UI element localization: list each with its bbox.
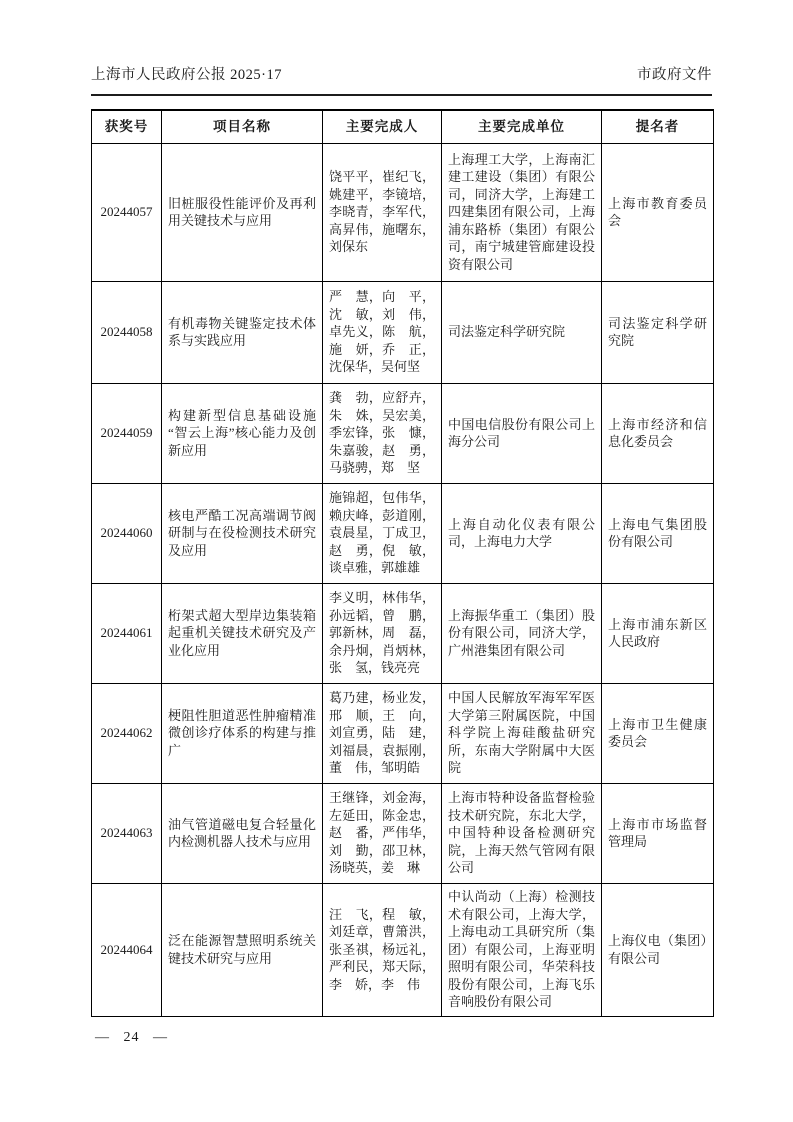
col-header-award-no: 获奖号 [92, 110, 162, 143]
units-cell: 中认尚动（上海）检测技术有限公司，上海大学，上海电动工具研究所（集团）有限公司，上海亚明照明有限公司，华荣科技股份有限公司，上海飞乐音响股份有限公司 [442, 883, 602, 1016]
table-row [92, 281, 714, 383]
nominator-cell: 上海仪电（集团）有限公司 [602, 883, 714, 1016]
award-number-cell: 20244059 [92, 383, 162, 483]
award-number-cell: 20244061 [92, 583, 162, 683]
gazette-title: 上海市人民政府公报 2025·17 [91, 67, 282, 83]
project-name-cell: 泛在能源智慧照明系统关键技术研究与应用 [162, 883, 323, 1016]
table-header-row [92, 110, 714, 143]
col-header-people: 主要完成人 [323, 110, 442, 143]
project-name-cell: 梗阻性胆道恶性肿瘤精准微创诊疗体系的构建与推广 [162, 683, 323, 783]
header-rule [91, 94, 712, 96]
nominator-cell: 上海电气集团股份有限公司 [602, 483, 714, 583]
nominator-cell: 上海市经济和信息化委员会 [602, 383, 714, 483]
page-footer [95, 1030, 793, 1046]
completers-cell: 严 慧，向 平，沈 敏，刘 伟，卓先义，陈 航，施 妍，乔 正，沈保华，吴何坚 [323, 281, 442, 383]
table-row [92, 483, 714, 583]
project-name-cell: 旧桩服役性能评价及再利用关键技术与应用 [162, 143, 323, 281]
table-row [92, 143, 714, 281]
col-header-project: 项目名称 [162, 110, 323, 143]
award-number-cell: 20244063 [92, 783, 162, 883]
units-cell: 上海振华重工（集团）股份有限公司，同济大学，广州港集团有限公司 [442, 583, 602, 683]
completers-cell: 李义明，林伟华，孙远韬，曾 鹏，郭新林，周 磊，余丹炯，肖炳林，张 氢，钱亮亮 [323, 583, 442, 683]
project-name-cell: 油气管道磁电复合轻量化内检测机器人技术与应用 [162, 783, 323, 883]
units-cell: 上海理工大学，上海南汇建工建设（集团）有限公司，同济大学，上海建工四建集团有限公司，上海浦东路桥（集团）有限公司，南宁城建管廊建设投资有限公司 [442, 143, 602, 281]
completers-cell: 施锦超，包伟华，赖庆峰，彭道刚，袁晨星，丁成卫，赵 勇，倪 敏，谈卓雅，郭雄雄 [323, 483, 442, 583]
nominator-cell: 上海市浦东新区人民政府 [602, 583, 714, 683]
table-row [92, 383, 714, 483]
completers-cell: 汪 飞，程 敏，刘廷章，曹箫洪，张圣祺，杨远礼，严利民，郑天际，李 娇，李 伟 [323, 883, 442, 1016]
award-number-cell: 20244057 [92, 143, 162, 281]
award-number-cell: 20244062 [92, 683, 162, 783]
col-header-units: 主要完成单位 [442, 110, 602, 143]
table-row [92, 783, 714, 883]
page-number: — 24 — [95, 1029, 168, 1045]
table-row [92, 683, 714, 783]
completers-cell: 葛乃建，杨业发，邢 顺，王 向，刘宣勇，陆 建，刘福晨，袁振刚，董 伟，邹明皓 [323, 683, 442, 783]
project-name-cell: 桁架式超大型岸边集装箱起重机关键技术研究及产业化应用 [162, 583, 323, 683]
table-row [92, 883, 714, 1016]
project-name-cell: 有机毒物关键鉴定技术体系与实践应用 [162, 281, 323, 383]
completers-cell: 王继锋，刘金海，左延田，陈金忠，赵 番，严伟华，刘 勤，邵卫林，汤晓英，姜 琳 [323, 783, 442, 883]
page-header [91, 0, 712, 84]
award-number-cell: 20244064 [92, 883, 162, 1016]
units-cell: 中国人民解放军海军军医大学第三附属医院，中国科学院上海硅酸盐研究所，东南大学附属中大医院 [442, 683, 602, 783]
units-cell: 中国电信股份有限公司上海分公司 [442, 383, 602, 483]
completers-cell: 饶平平，崔纪飞，姚建平，李镜培，李晓青，李军代，高昇伟，施曙东，刘保东 [323, 143, 442, 281]
project-name-cell: 核电严酷工况高端调节阀研制与在役检测技术研究及应用 [162, 483, 323, 583]
units-cell: 司法鉴定科学研究院 [442, 281, 602, 383]
table-row [92, 583, 714, 683]
units-cell: 上海市特种设备监督检验技术研究院，东北大学，中国特种设备检测研究院，上海天然气管网有限公司 [442, 783, 602, 883]
awards-table [91, 109, 714, 1017]
nominator-cell: 上海市卫生健康委员会 [602, 683, 714, 783]
document-category: 市政府文件 [637, 67, 712, 83]
nominator-cell: 上海市教育委员会 [602, 143, 714, 281]
award-number-cell: 20244060 [92, 483, 162, 583]
nominator-cell: 上海市市场监督管理局 [602, 783, 714, 883]
project-name-cell: 构建新型信息基础设施“智云上海”核心能力及创新应用 [162, 383, 323, 483]
completers-cell: 龚 勃，应舒卉，朱 姝，吴宏美，季宏锋，张 慷，朱嘉骏，赵 勇，马骁骋，郑 坚 [323, 383, 442, 483]
award-number-cell: 20244058 [92, 281, 162, 383]
nominator-cell: 司法鉴定科学研究院 [602, 281, 714, 383]
col-header-nominator: 提名者 [602, 110, 714, 143]
units-cell: 上海自动化仪表有限公司，上海电力大学 [442, 483, 602, 583]
